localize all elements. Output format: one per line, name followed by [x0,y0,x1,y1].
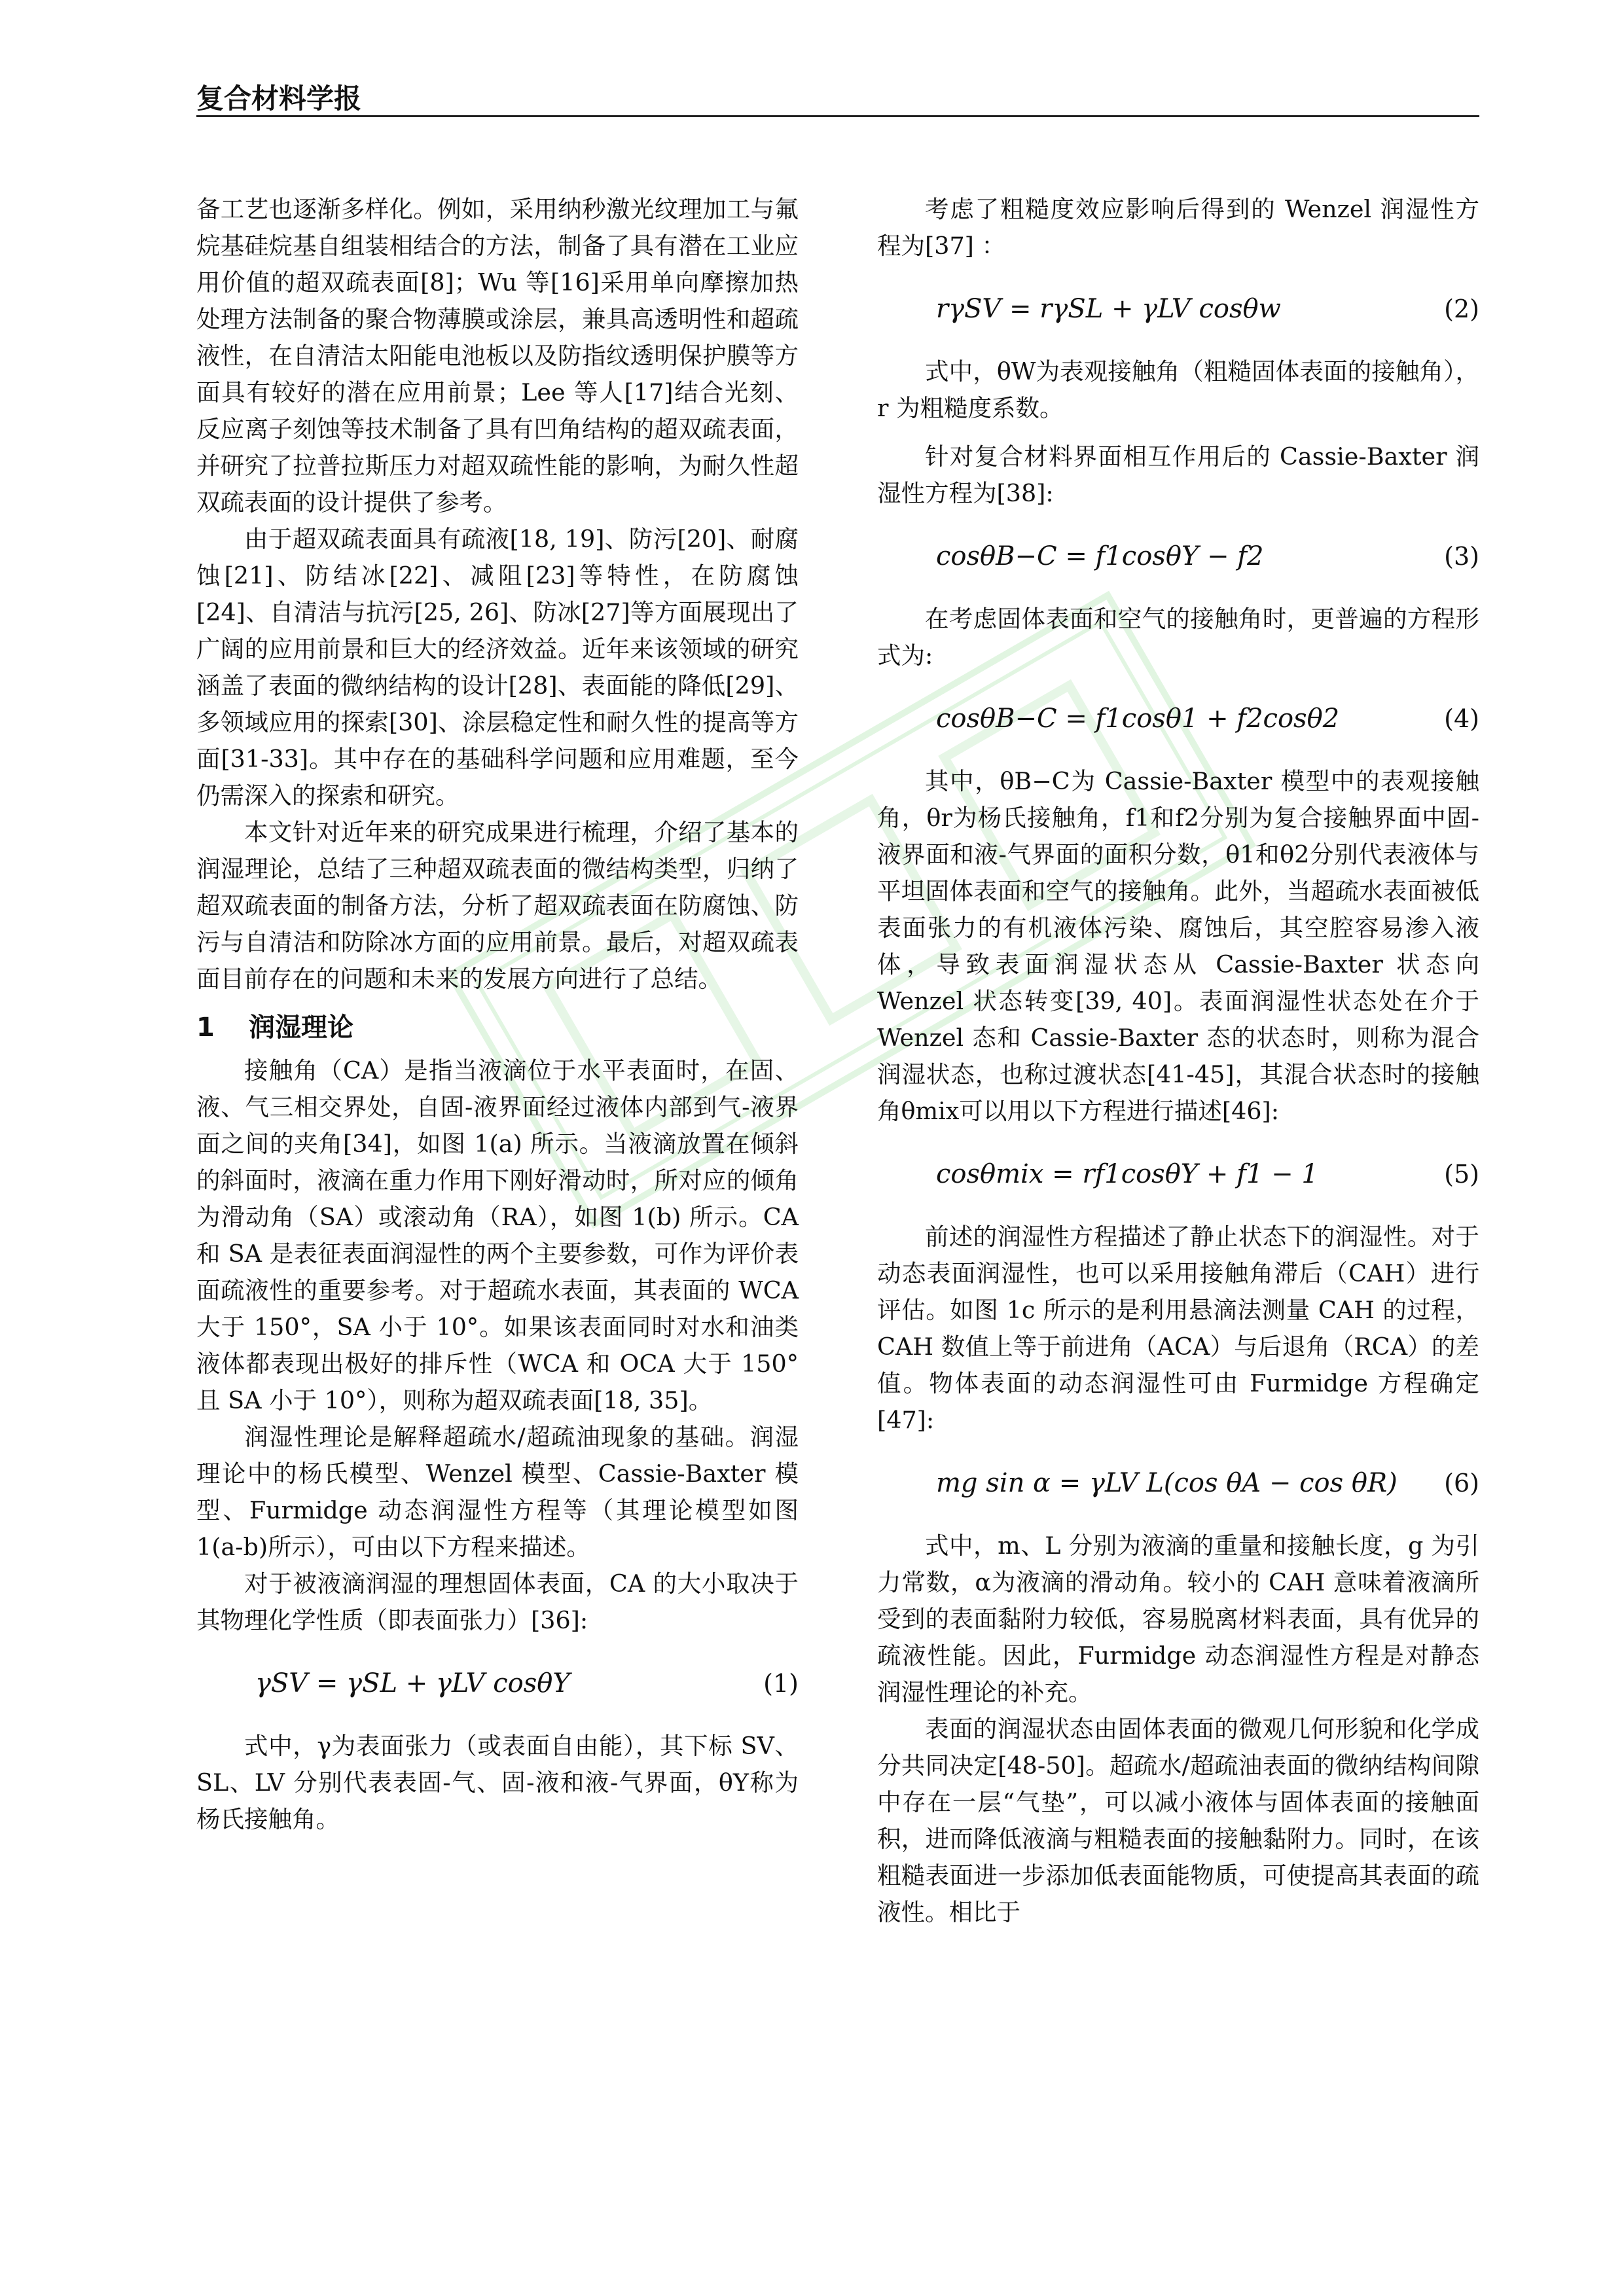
paragraph: 针对复合材料界面相互作用后的 Cassie-Baxter 润湿性方程为[38]: [877,442,1479,507]
paragraph: 其中，θB−C为 Cassie-Baxter 模型中的表观接触角，θr为杨氏接触角，f1和f2分别为复合接触界面中固-液界面和液-气界面的面积分数，θ1和θ2分别代表液体与平坦固体表面和空气的接触角。此外，当超疏水表面被低表面张力的有机液体污染、腐蚀后，其空腔容易渗入液体，导致表面润湿状态从 Cassie-Baxter 状态向 Wenzel 状态转变[39, 40]。表面润湿性状态处在介于 Wenzel 态和 Cassie-Baxter 态的状态时，则称为混合润湿状态，也称过渡状态[41-45]，其混合状态时的接触角θmix可以用以下方程进行描述[46]: [877,767,1479,1125]
paragraph: 润湿性理论是解释超疏水/超疏油现象的基础。润湿理论中的杨氏模型、Wenzel 模型、Cassie-Baxter 模型、Furmidge 动态润湿性方程等（其理论模型如图 1(a-b)所示），可由以下方程来描述。 [196,1423,799,1561]
equation-formula: cosθmix = rf1cosθY + f1 − 1 [936,1159,1318,1189]
paragraph: 式中，θW为表观接触角（粗糙固体表面的接触角），r 为粗糙度系数。 [877,357,1479,422]
section-title-text: 润湿理论 [249,1013,353,1043]
equation-3 [877,538,1479,575]
equation-formula: cosθB−C = f1cosθY − f2 [936,541,1264,571]
equation-formula: mg sin α = γLV L(cos θA − cos θR) [936,1468,1398,1498]
equation-formula: rγSV = rγSL + γLV cosθw [936,294,1281,324]
equation-5 [877,1156,1479,1193]
paragraph: 前述的润湿性方程描述了静止状态下的润湿性。对于动态表面润湿性，也可以采用接触角滞后（CAH）进行评估。如图 1c 所示的是利用悬滴法测量 CAH 的过程，CAH 数值上等于前进角（ACA）与后退角（RCA）的差值。物体表面的动态润湿性可由 Furmidge 方程确定[47]: [877,1223,1479,1434]
section-heading [196,1009,799,1046]
paragraph: 式中，γ为表面张力（或表面自由能），其下标 SV、SL、LV 分别代表表固-气、固-液和液-气界面，θY称为杨氏接触角。 [196,1732,799,1833]
equation-1 [196,1665,799,1702]
header-rule [196,115,1479,117]
equation-6 [877,1465,1479,1501]
paragraph: 表面的润湿状态由固体表面的微观几何形貌和化学成分共同决定[48-50]。超疏水/超疏油表面的微纳结构间隙中存在一层“气垫”，可以减小液体与固体表面的接触面积，进而降低液滴与粗糙表面的接触黏附力。同时，在该粗糙表面进一步添加低表面能物质，可使提高其表面的疏液性。相比于 [877,1715,1479,1926]
paragraph: 接触角（CA）是指当液滴位于水平表面时，在固、液、气三相交界处，自固-液界面经过液体内部到气-液界面之间的夹角[34]，如图 1(a) 所示。当液滴放置在倾斜的斜面时，液滴在重力作用下刚好滑动时，所对应的倾角为滑动角（SA）或滚动角（RA），如图 1(b) 所示。CA 和 SA 是表征表面润湿性的两个主要参数，可作为评价表面疏液性的重要参考。对于超疏水表面，其表面的 WCA 大于 150°，SA 小于 10°。如果该表面同时对水和油类液体都表现出极好的排斥性（WCA 和 OCA 大于 150° 且 SA 小于 10°），则称为超双疏表面[18, 35]。 [196,1056,799,1414]
equation-2 [877,291,1479,327]
paragraph: 备工艺也逐渐多样化。例如，采用纳秒激光纹理加工与氟烷基硅烷基自组装相结合的方法，制备了具有潜在工业应用价值的超双疏表面[8]；Wu 等[16]采用单向摩擦加热处理方法制备的聚合物薄膜或涂层，兼具高透明性和超疏液性，在自清洁太阳能电池板以及防指纹透明保护膜等方面具有较好的潜在应用前景；Lee 等人[17]结合光刻、反应离子刻蚀等技术制备了具有凹角结构的超双疏表面，并研究了拉普拉斯压力对超双疏性能的影响，为耐久性超双疏表面的设计提供了参考。 [196,195,799,516]
paragraph: 对于被液滴润湿的理想固体表面，CA 的大小取决于其物理化学性质（即表面张力）[36]: [196,1570,799,1634]
paragraph: 在考虑固体表面和空气的接触角时，更普遍的方程形式为: [877,605,1479,670]
equation-number: (5) [1444,1160,1479,1189]
right-column [877,191,1479,1931]
equation-4 [877,700,1479,737]
paragraph: 由于超双疏表面具有疏液[18, 19]、防污[20]、耐腐蚀[21]、防结冰[22]、减阻[23]等特性，在防腐蚀[24]、自清洁与抗污[25, 26]、防冰[27]等方面展现出了广阔的应用前景和巨大的经济效益。近年来该领域的研究涵盖了表面的微纳结构的设计[28]、表面能的降低[29]、多领域应用的探索[30]、涂层稳定性和耐久性的提高等方面[31-33]。其中存在的基础科学问题和应用难题，至今仍需深入的探索和研究。 [196,525,799,810]
paragraph: 考虑了粗糙度效应影响后得到的 Wenzel 润湿性方程为[37] ： [877,195,1479,260]
equation-number: (3) [1444,542,1479,571]
equation-formula: cosθB−C = f1cosθ1 + f2cosθ2 [936,704,1340,734]
equation-number: (6) [1444,1469,1479,1498]
paragraph: 式中，m、L 分别为液滴的重量和接触长度，g 为引力常数，α为液滴的滑动角。较小的 CAH 意味着液滴所受到的表面黏附力较低，容易脱离材料表面，具有优异的疏液性能。因此，Furmidge 动态润湿性方程是对静态润湿性理论的补充。 [877,1532,1479,1706]
journal-header: 复合材料学报 [196,82,362,115]
paragraph: 本文针对近年来的研究成果进行梳理，介绍了基本的润湿理论，总结了三种超双疏表面的微结构类型，归纳了超双疏表面的制备方法，分析了超双疏表面在防腐蚀、防污与自清洁和防除冰方面的应用前景。最后，对超双疏表面目前存在的问题和未来的发展方向进行了总结。 [196,818,799,993]
equation-number: (1) [763,1669,799,1698]
equation-number: (4) [1444,704,1479,733]
left-column [196,191,799,1838]
equation-formula: γSV = γSL + γLV cosθY [255,1668,570,1698]
equation-number: (2) [1444,295,1479,323]
section-number: 1 [196,1013,215,1043]
